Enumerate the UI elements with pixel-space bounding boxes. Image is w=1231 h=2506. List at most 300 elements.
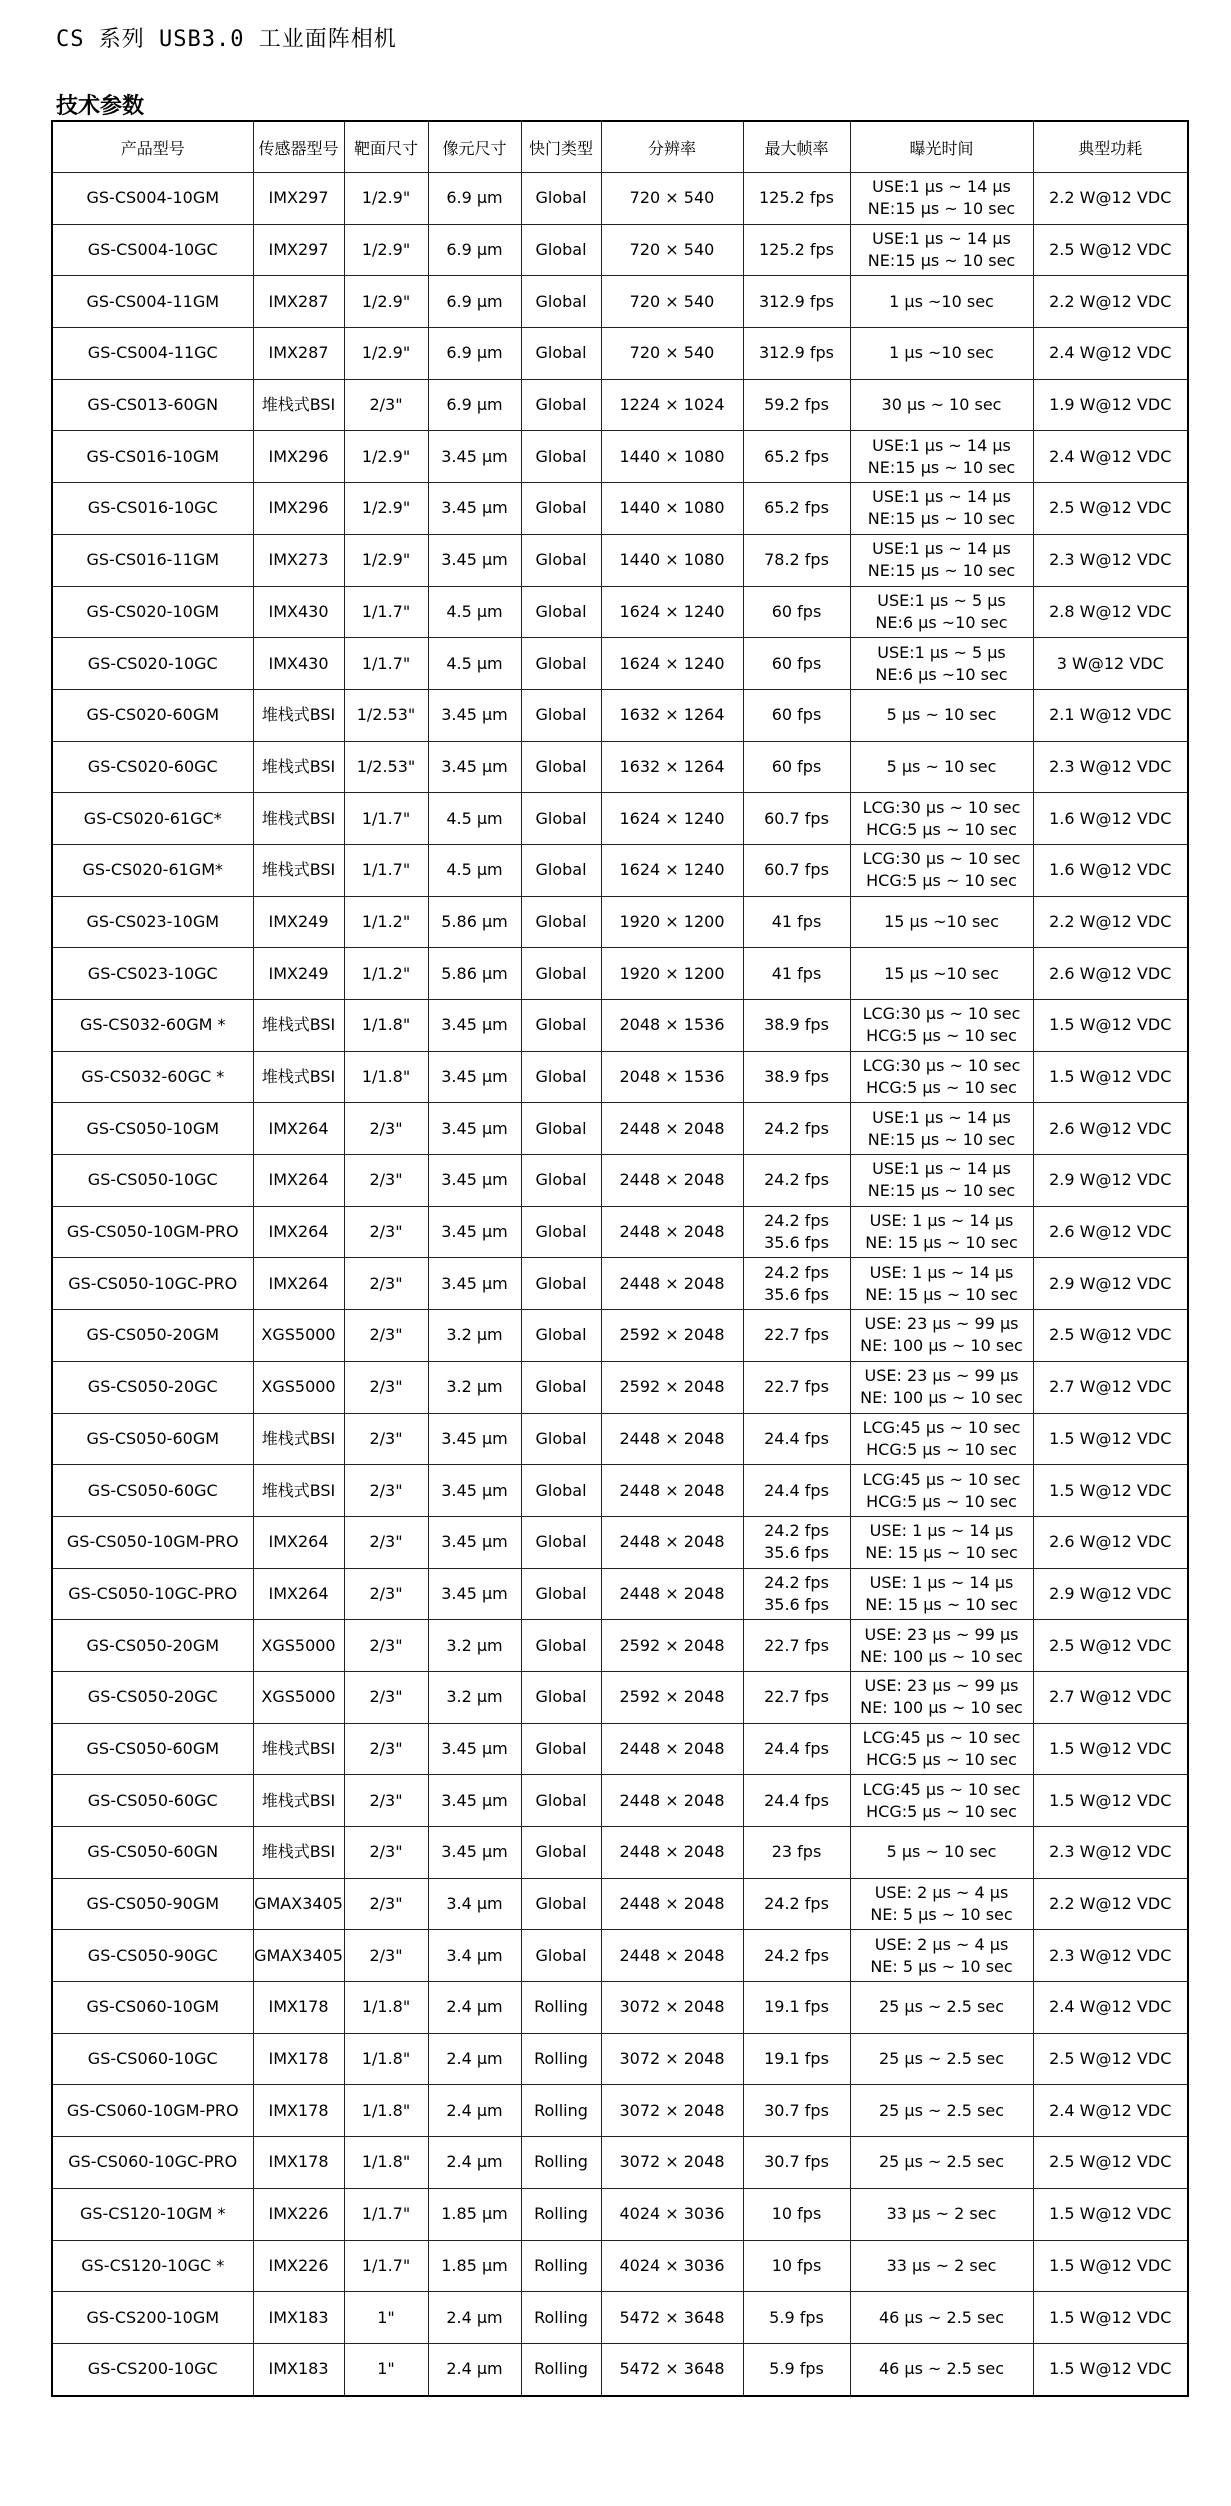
shutter-cell: Global — [521, 1051, 601, 1103]
pixel-size-cell: 1.85 μm — [428, 2188, 521, 2240]
sensor-size-cell: 2/3" — [344, 1723, 428, 1775]
model-cell: GS-CS120-10GM * — [52, 2188, 253, 2240]
model-cell: GS-CS023-10GC — [52, 948, 253, 1000]
table-row — [52, 793, 1188, 845]
frame-rate-cell: 312.9 fps — [743, 328, 850, 380]
pixel-size-cell: 6.9 μm — [428, 173, 521, 225]
shutter-cell: Global — [521, 328, 601, 380]
shutter-cell: Global — [521, 276, 601, 328]
frame-rate-cell: 312.9 fps — [743, 276, 850, 328]
spec-table — [51, 120, 1189, 2397]
power-cell: 1.5 W@12 VDC — [1033, 1465, 1188, 1517]
model-cell: GS-CS050-10GC — [52, 1155, 253, 1207]
resolution-cell: 1224 × 1024 — [601, 379, 743, 431]
model-cell: GS-CS020-61GM* — [52, 844, 253, 896]
table-row — [52, 2085, 1188, 2137]
table-row — [52, 1827, 1188, 1879]
pixel-size-cell: 3.45 μm — [428, 1103, 521, 1155]
power-cell: 2.4 W@12 VDC — [1033, 431, 1188, 483]
table-row — [52, 638, 1188, 690]
sensor-size-cell: 2/3" — [344, 1827, 428, 1879]
power-cell: 1.6 W@12 VDC — [1033, 793, 1188, 845]
resolution-cell: 1440 × 1080 — [601, 431, 743, 483]
sensor-size-cell: 1/1.7" — [344, 586, 428, 638]
resolution-cell: 2448 × 2048 — [601, 1775, 743, 1827]
frame-rate-cell: 60 fps — [743, 689, 850, 741]
frame-rate-cell: 125.2 fps — [743, 224, 850, 276]
model-cell: GS-CS050-90GM — [52, 1878, 253, 1930]
sensor-size-cell: 2/3" — [344, 1671, 428, 1723]
power-cell: 2.6 W@12 VDC — [1033, 1516, 1188, 1568]
power-cell: 1.5 W@12 VDC — [1033, 2292, 1188, 2344]
table-row — [52, 1051, 1188, 1103]
power-cell: 2.2 W@12 VDC — [1033, 896, 1188, 948]
sensor-cell: 堆栈式BSI — [253, 1000, 344, 1052]
power-cell: 2.2 W@12 VDC — [1033, 173, 1188, 225]
sensor-size-cell: 2/3" — [344, 1775, 428, 1827]
frame-rate-cell: 23 fps — [743, 1827, 850, 1879]
frame-rate-cell: 22.7 fps — [743, 1310, 850, 1362]
shutter-cell: Global — [521, 431, 601, 483]
power-cell: 2.5 W@12 VDC — [1033, 2033, 1188, 2085]
power-cell: 2.2 W@12 VDC — [1033, 276, 1188, 328]
sensor-cell: IMX273 — [253, 534, 344, 586]
exposure-cell: USE:1 μs ~ 14 μs NE:15 μs ~ 10 sec — [850, 483, 1033, 535]
power-cell: 2.6 W@12 VDC — [1033, 1103, 1188, 1155]
exposure-cell: LCG:45 μs ~ 10 sec HCG:5 μs ~ 10 sec — [850, 1723, 1033, 1775]
sensor-cell: IMX226 — [253, 2240, 344, 2292]
sensor-size-cell: 2/3" — [344, 1155, 428, 1207]
model-cell: GS-CS060-10GC — [52, 2033, 253, 2085]
resolution-cell: 1920 × 1200 — [601, 948, 743, 1000]
model-cell: GS-CS050-10GM — [52, 1103, 253, 1155]
model-cell: GS-CS050-10GM-PRO — [52, 1206, 253, 1258]
pixel-size-cell: 3.2 μm — [428, 1310, 521, 1362]
pixel-size-cell: 2.4 μm — [428, 1982, 521, 2034]
power-cell: 2.8 W@12 VDC — [1033, 586, 1188, 638]
sensor-size-cell: 2/3" — [344, 1930, 428, 1982]
table-row — [52, 224, 1188, 276]
table-row — [52, 534, 1188, 586]
resolution-cell: 720 × 540 — [601, 276, 743, 328]
frame-rate-cell: 125.2 fps — [743, 173, 850, 225]
exposure-cell: 25 μs ~ 2.5 sec — [850, 2033, 1033, 2085]
resolution-cell: 1632 × 1264 — [601, 741, 743, 793]
header-cell: 像元尺寸 — [428, 121, 521, 173]
model-cell: GS-CS020-10GC — [52, 638, 253, 690]
power-cell: 1.5 W@12 VDC — [1033, 1723, 1188, 1775]
exposure-cell: USE: 1 μs ~ 14 μs NE: 15 μs ~ 10 sec — [850, 1258, 1033, 1310]
sensor-size-cell: 1/2.9" — [344, 173, 428, 225]
table-row — [52, 896, 1188, 948]
sensor-size-cell: 2/3" — [344, 1620, 428, 1672]
pixel-size-cell: 2.4 μm — [428, 2292, 521, 2344]
model-cell: GS-CS016-10GC — [52, 483, 253, 535]
table-row — [52, 1878, 1188, 1930]
pixel-size-cell: 4.5 μm — [428, 793, 521, 845]
sensor-cell: IMX226 — [253, 2188, 344, 2240]
frame-rate-cell: 5.9 fps — [743, 2343, 850, 2395]
sensor-cell: IMX264 — [253, 1258, 344, 1310]
power-cell: 1.5 W@12 VDC — [1033, 1413, 1188, 1465]
header-cell: 最大帧率 — [743, 121, 850, 173]
model-cell: GS-CS050-60GC — [52, 1465, 253, 1517]
exposure-cell: 25 μs ~ 2.5 sec — [850, 1982, 1033, 2034]
sensor-size-cell: 2/3" — [344, 1206, 428, 1258]
model-cell: GS-CS050-60GM — [52, 1413, 253, 1465]
exposure-cell: USE: 1 μs ~ 14 μs NE: 15 μs ~ 10 sec — [850, 1516, 1033, 1568]
power-cell: 2.9 W@12 VDC — [1033, 1258, 1188, 1310]
sensor-size-cell: 1" — [344, 2343, 428, 2395]
sensor-cell: IMX296 — [253, 483, 344, 535]
sensor-size-cell: 1/2.9" — [344, 431, 428, 483]
frame-rate-cell: 41 fps — [743, 948, 850, 1000]
pixel-size-cell: 3.45 μm — [428, 1206, 521, 1258]
sensor-cell: GMAX3405 — [253, 1878, 344, 1930]
power-cell: 2.5 W@12 VDC — [1033, 2137, 1188, 2189]
sensor-size-cell: 1/2.9" — [344, 224, 428, 276]
sensor-cell: XGS5000 — [253, 1620, 344, 1672]
sensor-cell: IMX264 — [253, 1206, 344, 1258]
resolution-cell: 3072 × 2048 — [601, 1982, 743, 2034]
model-cell: GS-CS060-10GC-PRO — [52, 2137, 253, 2189]
table-row — [52, 1000, 1188, 1052]
exposure-cell: LCG:30 μs ~ 10 sec HCG:5 μs ~ 10 sec — [850, 1000, 1033, 1052]
shutter-cell: Global — [521, 1361, 601, 1413]
exposure-cell: 5 μs ~ 10 sec — [850, 1827, 1033, 1879]
exposure-cell: 1 μs ~10 sec — [850, 276, 1033, 328]
exposure-cell: 25 μs ~ 2.5 sec — [850, 2085, 1033, 2137]
pixel-size-cell: 5.86 μm — [428, 948, 521, 1000]
pixel-size-cell: 3.45 μm — [428, 1568, 521, 1620]
sensor-cell: IMX178 — [253, 1982, 344, 2034]
sensor-cell: IMX430 — [253, 586, 344, 638]
pixel-size-cell: 3.45 μm — [428, 1723, 521, 1775]
table-row — [52, 1723, 1188, 1775]
pixel-size-cell: 3.45 μm — [428, 1155, 521, 1207]
sensor-cell: IMX296 — [253, 431, 344, 483]
pixel-size-cell: 3.45 μm — [428, 1516, 521, 1568]
power-cell: 2.4 W@12 VDC — [1033, 1982, 1188, 2034]
sensor-cell: XGS5000 — [253, 1361, 344, 1413]
pixel-size-cell: 3.4 μm — [428, 1878, 521, 1930]
model-cell: GS-CS050-10GC-PRO — [52, 1568, 253, 1620]
resolution-cell: 1632 × 1264 — [601, 689, 743, 741]
table-row — [52, 2343, 1188, 2395]
power-cell: 2.5 W@12 VDC — [1033, 1620, 1188, 1672]
table-row — [52, 328, 1188, 380]
frame-rate-cell: 24.4 fps — [743, 1723, 850, 1775]
shutter-cell: Global — [521, 1465, 601, 1517]
exposure-cell: LCG:45 μs ~ 10 sec HCG:5 μs ~ 10 sec — [850, 1775, 1033, 1827]
table-row — [52, 1361, 1188, 1413]
shutter-cell: Global — [521, 1878, 601, 1930]
resolution-cell: 5472 × 3648 — [601, 2343, 743, 2395]
power-cell: 2.6 W@12 VDC — [1033, 948, 1188, 1000]
sensor-size-cell: 2/3" — [344, 1568, 428, 1620]
resolution-cell: 720 × 540 — [601, 224, 743, 276]
shutter-cell: Rolling — [521, 2188, 601, 2240]
frame-rate-cell: 65.2 fps — [743, 483, 850, 535]
sensor-cell: GMAX3405 — [253, 1930, 344, 1982]
model-cell: GS-CS050-20GC — [52, 1671, 253, 1723]
frame-rate-cell: 22.7 fps — [743, 1361, 850, 1413]
shutter-cell: Global — [521, 1413, 601, 1465]
shutter-cell: Global — [521, 1000, 601, 1052]
frame-rate-cell: 60 fps — [743, 586, 850, 638]
shutter-cell: Rolling — [521, 1982, 601, 2034]
power-cell: 2.3 W@12 VDC — [1033, 534, 1188, 586]
power-cell: 2.3 W@12 VDC — [1033, 1930, 1188, 1982]
frame-rate-cell: 60 fps — [743, 741, 850, 793]
pixel-size-cell: 6.9 μm — [428, 328, 521, 380]
model-cell: GS-CS060-10GM-PRO — [52, 2085, 253, 2137]
frame-rate-cell: 19.1 fps — [743, 1982, 850, 2034]
exposure-cell: USE: 1 μs ~ 14 μs NE: 15 μs ~ 10 sec — [850, 1568, 1033, 1620]
sensor-cell: IMX183 — [253, 2343, 344, 2395]
sensor-size-cell: 1/2.9" — [344, 328, 428, 380]
power-cell: 1.6 W@12 VDC — [1033, 844, 1188, 896]
table-row — [52, 844, 1188, 896]
shutter-cell: Rolling — [521, 2137, 601, 2189]
exposure-cell: USE:1 μs ~ 14 μs NE:15 μs ~ 10 sec — [850, 224, 1033, 276]
power-cell: 2.9 W@12 VDC — [1033, 1568, 1188, 1620]
sensor-size-cell: 2/3" — [344, 1516, 428, 1568]
resolution-cell: 2448 × 2048 — [601, 1827, 743, 1879]
exposure-cell: USE: 2 μs ~ 4 μs NE: 5 μs ~ 10 sec — [850, 1930, 1033, 1982]
resolution-cell: 4024 × 3036 — [601, 2188, 743, 2240]
table-row — [52, 2033, 1188, 2085]
sensor-size-cell: 1/1.7" — [344, 2240, 428, 2292]
shutter-cell: Rolling — [521, 2240, 601, 2292]
model-cell: GS-CS050-60GM — [52, 1723, 253, 1775]
power-cell: 1.9 W@12 VDC — [1033, 379, 1188, 431]
sensor-cell: 堆栈式BSI — [253, 844, 344, 896]
power-cell: 3 W@12 VDC — [1033, 638, 1188, 690]
resolution-cell: 2448 × 2048 — [601, 1413, 743, 1465]
exposure-cell: LCG:45 μs ~ 10 sec HCG:5 μs ~ 10 sec — [850, 1413, 1033, 1465]
pixel-size-cell: 3.45 μm — [428, 483, 521, 535]
section-heading: 技术参数 — [56, 94, 145, 119]
frame-rate-cell: 78.2 fps — [743, 534, 850, 586]
model-cell: GS-CS200-10GM — [52, 2292, 253, 2344]
sensor-size-cell: 1/2.9" — [344, 276, 428, 328]
shutter-cell: Global — [521, 483, 601, 535]
pixel-size-cell: 3.2 μm — [428, 1361, 521, 1413]
power-cell: 1.5 W@12 VDC — [1033, 1775, 1188, 1827]
shutter-cell: Global — [521, 1671, 601, 1723]
table-row — [52, 431, 1188, 483]
shutter-cell: Global — [521, 1155, 601, 1207]
table-row — [52, 2188, 1188, 2240]
resolution-cell: 1624 × 1240 — [601, 793, 743, 845]
model-cell: GS-CS004-10GM — [52, 173, 253, 225]
model-cell: GS-CS120-10GC * — [52, 2240, 253, 2292]
exposure-cell: USE: 2 μs ~ 4 μs NE: 5 μs ~ 10 sec — [850, 1878, 1033, 1930]
frame-rate-cell: 30.7 fps — [743, 2085, 850, 2137]
sensor-size-cell: 2/3" — [344, 1361, 428, 1413]
shutter-cell: Global — [521, 1516, 601, 1568]
sensor-size-cell: 1/1.8" — [344, 2085, 428, 2137]
pixel-size-cell: 5.86 μm — [428, 896, 521, 948]
table-row — [52, 1930, 1188, 1982]
table-row — [52, 741, 1188, 793]
resolution-cell: 2448 × 2048 — [601, 1206, 743, 1258]
pixel-size-cell: 3.45 μm — [428, 1413, 521, 1465]
sensor-size-cell: 1/2.9" — [344, 483, 428, 535]
exposure-cell: 5 μs ~ 10 sec — [850, 741, 1033, 793]
header-cell: 靶面尺寸 — [344, 121, 428, 173]
resolution-cell: 2448 × 2048 — [601, 1258, 743, 1310]
sensor-size-cell: 2/3" — [344, 1258, 428, 1310]
pixel-size-cell: 3.2 μm — [428, 1620, 521, 1672]
model-cell: GS-CS032-60GM * — [52, 1000, 253, 1052]
exposure-cell: USE:1 μs ~ 14 μs NE:15 μs ~ 10 sec — [850, 1103, 1033, 1155]
resolution-cell: 2448 × 2048 — [601, 1103, 743, 1155]
shutter-cell: Global — [521, 1775, 601, 1827]
sensor-cell: 堆栈式BSI — [253, 1723, 344, 1775]
exposure-cell: LCG:30 μs ~ 10 sec HCG:5 μs ~ 10 sec — [850, 793, 1033, 845]
header-cell: 快门类型 — [521, 121, 601, 173]
sensor-size-cell: 1/1.2" — [344, 896, 428, 948]
sensor-cell: IMX249 — [253, 896, 344, 948]
table-row — [52, 1568, 1188, 1620]
shutter-cell: Global — [521, 948, 601, 1000]
table-row — [52, 1775, 1188, 1827]
shutter-cell: Global — [521, 1723, 601, 1775]
sensor-cell: 堆栈式BSI — [253, 1775, 344, 1827]
sensor-cell: XGS5000 — [253, 1671, 344, 1723]
sensor-cell: IMX287 — [253, 276, 344, 328]
header-row — [52, 121, 1188, 173]
frame-rate-cell: 60.7 fps — [743, 793, 850, 845]
pixel-size-cell: 3.45 μm — [428, 1775, 521, 1827]
pixel-size-cell: 3.45 μm — [428, 689, 521, 741]
sensor-cell: IMX430 — [253, 638, 344, 690]
sensor-size-cell: 1/1.8" — [344, 1982, 428, 2034]
sensor-size-cell: 1/2.9" — [344, 534, 428, 586]
frame-rate-cell: 10 fps — [743, 2188, 850, 2240]
exposure-cell: 1 μs ~10 sec — [850, 328, 1033, 380]
frame-rate-cell: 19.1 fps — [743, 2033, 850, 2085]
shutter-cell: Global — [521, 896, 601, 948]
pixel-size-cell: 3.45 μm — [428, 1000, 521, 1052]
power-cell: 1.5 W@12 VDC — [1033, 2343, 1188, 2395]
resolution-cell: 2448 × 2048 — [601, 1568, 743, 1620]
model-cell: GS-CS016-11GM — [52, 534, 253, 586]
page-title: CS 系列 USB3.0 工业面阵相机 — [56, 27, 397, 52]
exposure-cell: LCG:30 μs ~ 10 sec HCG:5 μs ~ 10 sec — [850, 1051, 1033, 1103]
resolution-cell: 4024 × 3036 — [601, 2240, 743, 2292]
resolution-cell: 1624 × 1240 — [601, 586, 743, 638]
sensor-size-cell: 1/2.53" — [344, 741, 428, 793]
power-cell: 2.2 W@12 VDC — [1033, 1878, 1188, 1930]
sensor-cell: 堆栈式BSI — [253, 741, 344, 793]
frame-rate-cell: 24.4 fps — [743, 1465, 850, 1517]
sensor-cell: IMX249 — [253, 948, 344, 1000]
power-cell: 1.5 W@12 VDC — [1033, 1051, 1188, 1103]
frame-rate-cell: 24.2 fps 35.6 fps — [743, 1516, 850, 1568]
frame-rate-cell: 38.9 fps — [743, 1000, 850, 1052]
table-row — [52, 1516, 1188, 1568]
pixel-size-cell: 1.85 μm — [428, 2240, 521, 2292]
exposure-cell: 15 μs ~10 sec — [850, 948, 1033, 1000]
power-cell: 1.5 W@12 VDC — [1033, 1000, 1188, 1052]
model-cell: GS-CS020-10GM — [52, 586, 253, 638]
model-cell: GS-CS032-60GC * — [52, 1051, 253, 1103]
model-cell: GS-CS050-20GM — [52, 1620, 253, 1672]
pixel-size-cell: 2.4 μm — [428, 2033, 521, 2085]
pixel-size-cell: 6.9 μm — [428, 276, 521, 328]
model-cell: GS-CS050-10GM-PRO — [52, 1516, 253, 1568]
resolution-cell: 1440 × 1080 — [601, 534, 743, 586]
resolution-cell: 1624 × 1240 — [601, 638, 743, 690]
frame-rate-cell: 5.9 fps — [743, 2292, 850, 2344]
pixel-size-cell: 3.45 μm — [428, 741, 521, 793]
sensor-size-cell: 2/3" — [344, 1103, 428, 1155]
shutter-cell: Global — [521, 638, 601, 690]
header-cell: 典型功耗 — [1033, 121, 1188, 173]
sensor-size-cell: 1/1.7" — [344, 793, 428, 845]
frame-rate-cell: 22.7 fps — [743, 1671, 850, 1723]
pixel-size-cell: 3.45 μm — [428, 534, 521, 586]
header-cell: 曝光时间 — [850, 121, 1033, 173]
shutter-cell: Global — [521, 1827, 601, 1879]
sensor-cell: 堆栈式BSI — [253, 793, 344, 845]
power-cell: 2.3 W@12 VDC — [1033, 1827, 1188, 1879]
frame-rate-cell: 65.2 fps — [743, 431, 850, 483]
resolution-cell: 2448 × 2048 — [601, 1465, 743, 1517]
table-row — [52, 1413, 1188, 1465]
sensor-size-cell: 1/1.8" — [344, 2033, 428, 2085]
shutter-cell: Global — [521, 844, 601, 896]
table-row — [52, 2292, 1188, 2344]
model-cell: GS-CS020-61GC* — [52, 793, 253, 845]
sensor-size-cell: 1/1.7" — [344, 2188, 428, 2240]
sensor-cell: IMX178 — [253, 2085, 344, 2137]
sensor-cell: IMX297 — [253, 224, 344, 276]
model-cell: GS-CS020-60GC — [52, 741, 253, 793]
table-row — [52, 173, 1188, 225]
pixel-size-cell: 3.2 μm — [428, 1671, 521, 1723]
model-cell: GS-CS050-60GC — [52, 1775, 253, 1827]
resolution-cell: 2592 × 2048 — [601, 1361, 743, 1413]
sensor-cell: IMX297 — [253, 173, 344, 225]
model-cell: GS-CS050-20GM — [52, 1310, 253, 1362]
table-row — [52, 1206, 1188, 1258]
resolution-cell: 2592 × 2048 — [601, 1620, 743, 1672]
sensor-size-cell: 1/1.7" — [344, 638, 428, 690]
shutter-cell: Global — [521, 379, 601, 431]
exposure-cell: USE: 23 μs ~ 99 μs NE: 100 μs ~ 10 sec — [850, 1620, 1033, 1672]
header-cell: 传感器型号 — [253, 121, 344, 173]
sensor-size-cell: 2/3" — [344, 1413, 428, 1465]
frame-rate-cell: 41 fps — [743, 896, 850, 948]
table-row — [52, 2240, 1188, 2292]
exposure-cell: LCG:45 μs ~ 10 sec HCG:5 μs ~ 10 sec — [850, 1465, 1033, 1517]
sensor-cell: IMX178 — [253, 2137, 344, 2189]
table-row — [52, 1103, 1188, 1155]
sensor-cell: IMX264 — [253, 1155, 344, 1207]
shutter-cell: Rolling — [521, 2292, 601, 2344]
shutter-cell: Rolling — [521, 2343, 601, 2395]
frame-rate-cell: 24.4 fps — [743, 1775, 850, 1827]
power-cell: 2.1 W@12 VDC — [1033, 689, 1188, 741]
shutter-cell: Global — [521, 1206, 601, 1258]
table-row — [52, 1982, 1188, 2034]
model-cell: GS-CS023-10GM — [52, 896, 253, 948]
pixel-size-cell: 4.5 μm — [428, 844, 521, 896]
